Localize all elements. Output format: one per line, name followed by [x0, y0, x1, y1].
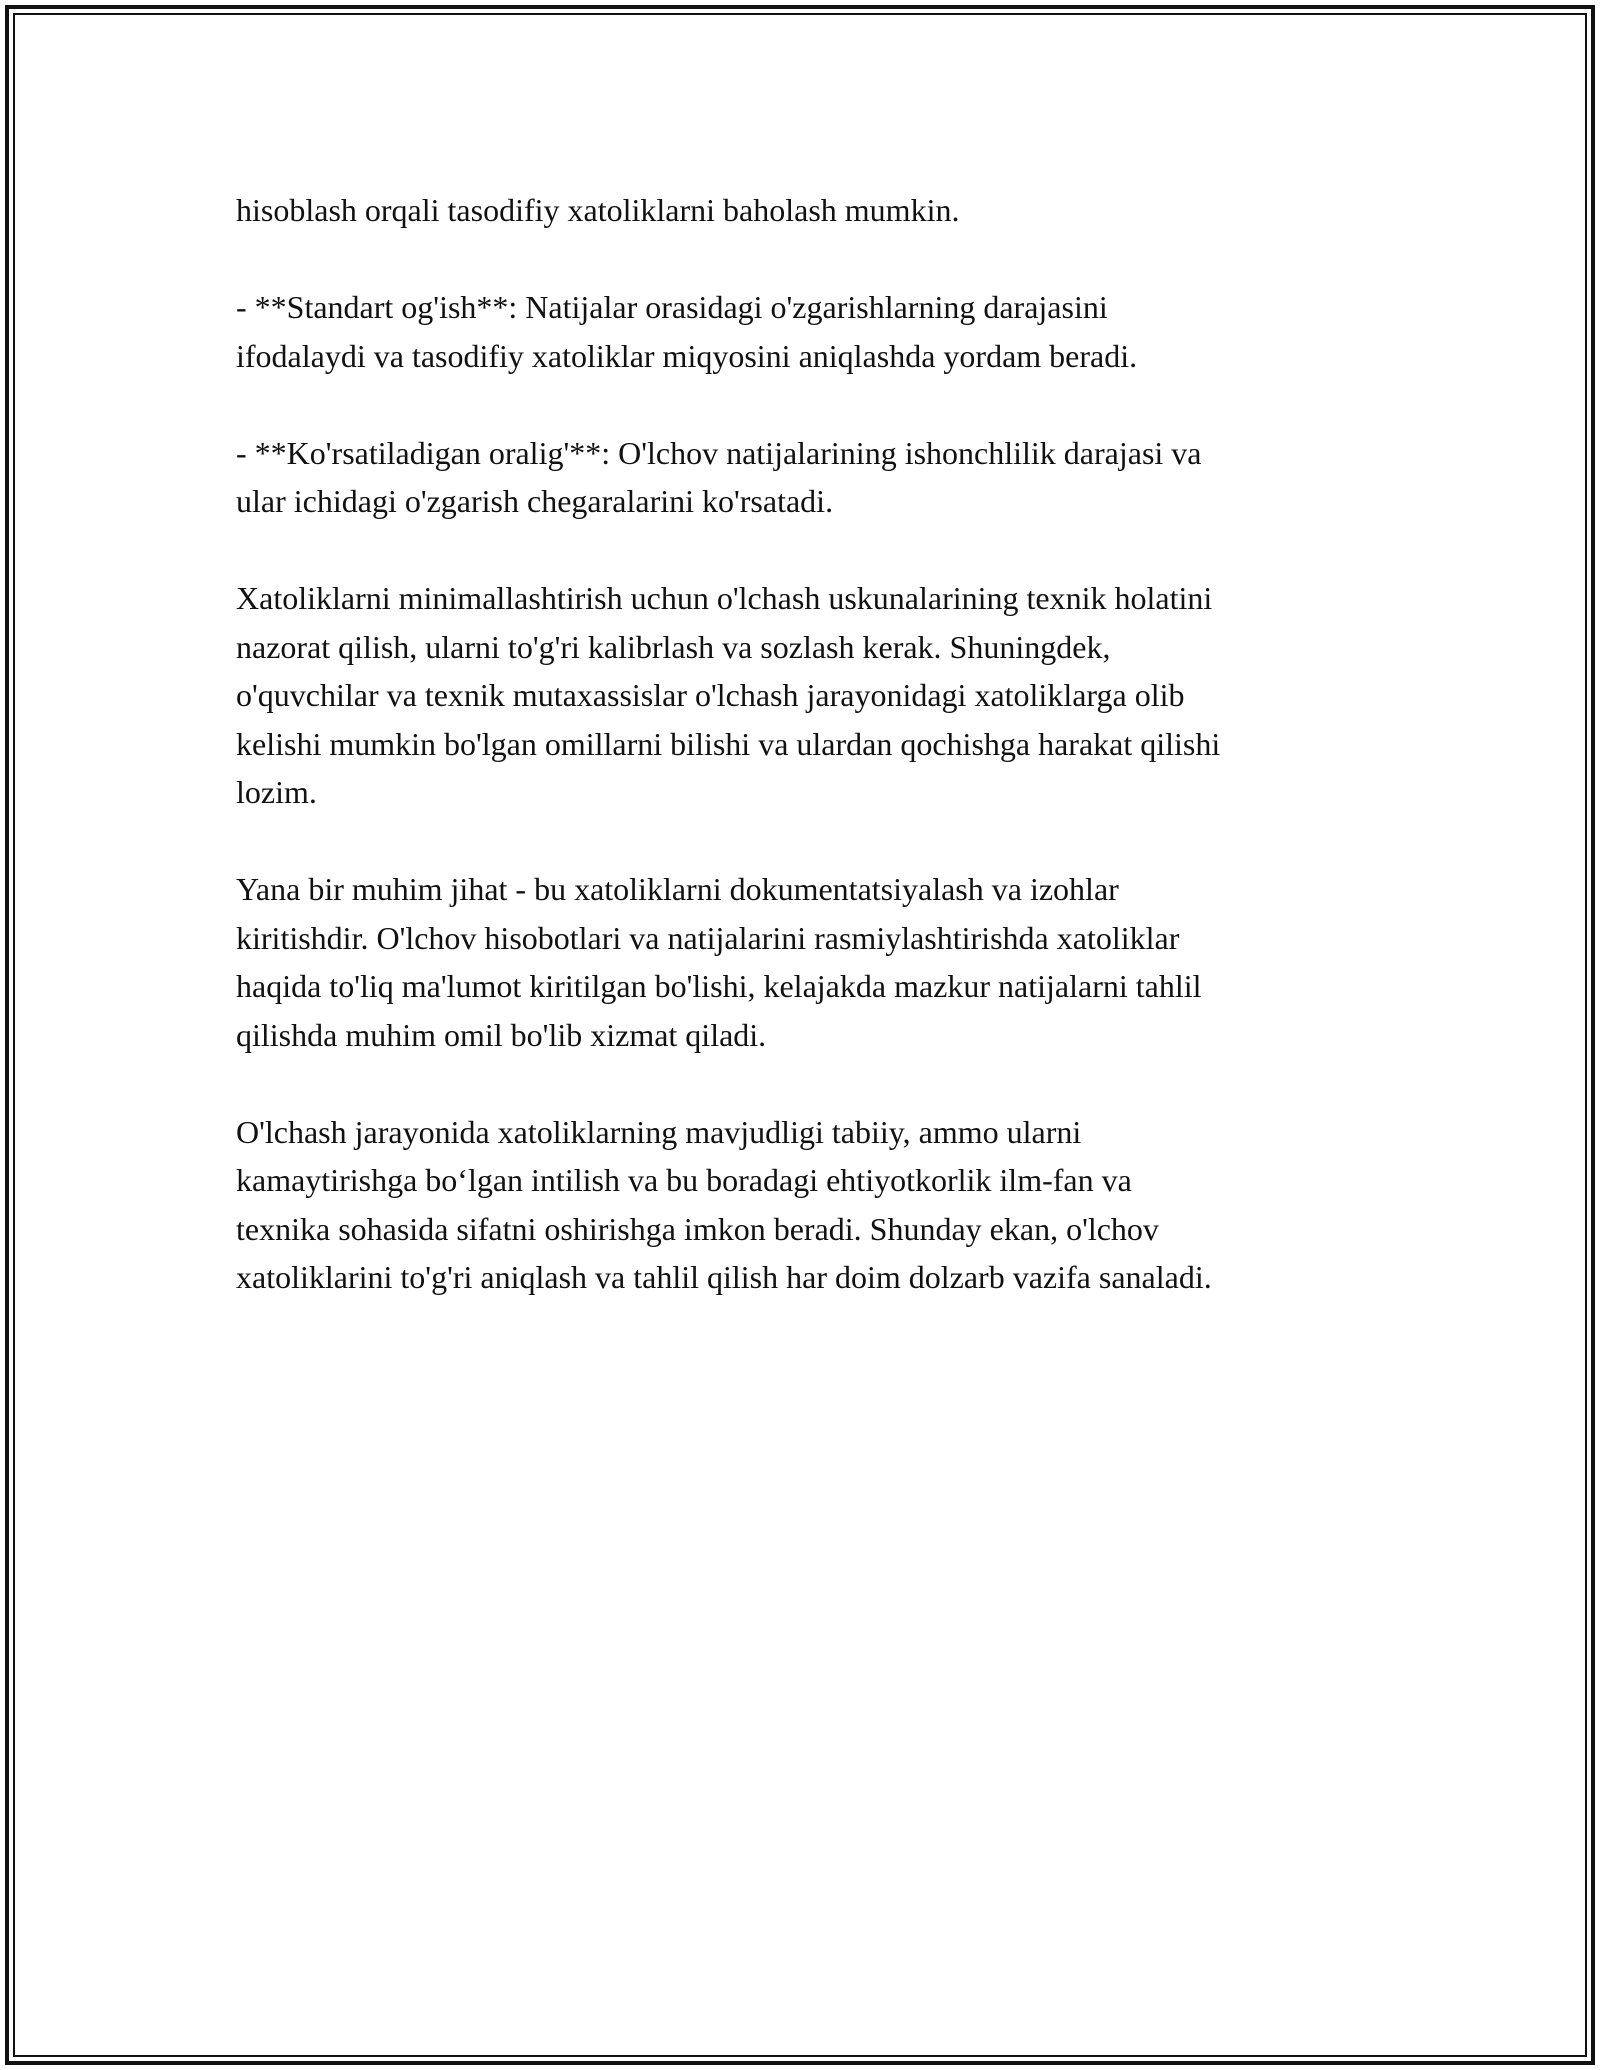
paragraph-documentation: Yana bir muhim jihat - bu xatoliklarni dokumentatsiyalash va izohlar kiritishdir. O'lchov hisobotlari va natijalarini rasmiylashtirishda xatoliklar haqida to'liq ma'lumot kiritilgan bo'lishi, kelajakda mazkur natijalarni tahlil qilishda muhim omil bo'lib xizmat qiladi.	[236, 871, 1202, 1053]
paragraph-displayed-interval: - **Ko'rsatiladigan oralig'**: O'lchov natijalarining ishonchlilik darajasi va ular ichidagi o'zgarish chegaralarini ko'rsatadi.	[236, 434, 1202, 519]
paragraph-conclusion: O'lchash jarayonida xatoliklarning mavjudligi tabiiy, ammo ularni kamaytirishga bo‘lgan intilish va bu boradagi ehtiyotkorlik ilm-fan va texnika sohasida sifatni oshirishga imkon beradi. Shunday ekan, o'lchov xatoliklarini to'g'ri aniqlash va tahlil qilish har doim dolzarb vazifa sanaladi.	[236, 1113, 1212, 1295]
paragraph-minimizing-errors: Xatoliklarni minimallashtirish uchun o'lchash uskunalarining texnik holatini nazorat qilish, ularni to'g'ri kalibrlash va sozlash kerak. Shuningdek, o'quvchilar va texnik mutaxassislar o'lchash jarayonidagi xatoliklarga olib kelishi mumkin bo'lgan omillarni bilishi va ulardan qochishga harakat qilishi lozim.	[236, 580, 1221, 810]
paragraph-continuation: hisoblash orqali tasodifiy xatoliklarni baholash mumkin.	[236, 192, 960, 228]
paragraph-standard-deviation: - **Standart og'ish**: Natijalar orasidagi o'zgarishlarning darajasini ifodalaydi va tasodifiy xatoliklar miqyosini aniqlashda yordam beradi.	[236, 289, 1138, 374]
document-body	[236, 186, 1376, 1350]
